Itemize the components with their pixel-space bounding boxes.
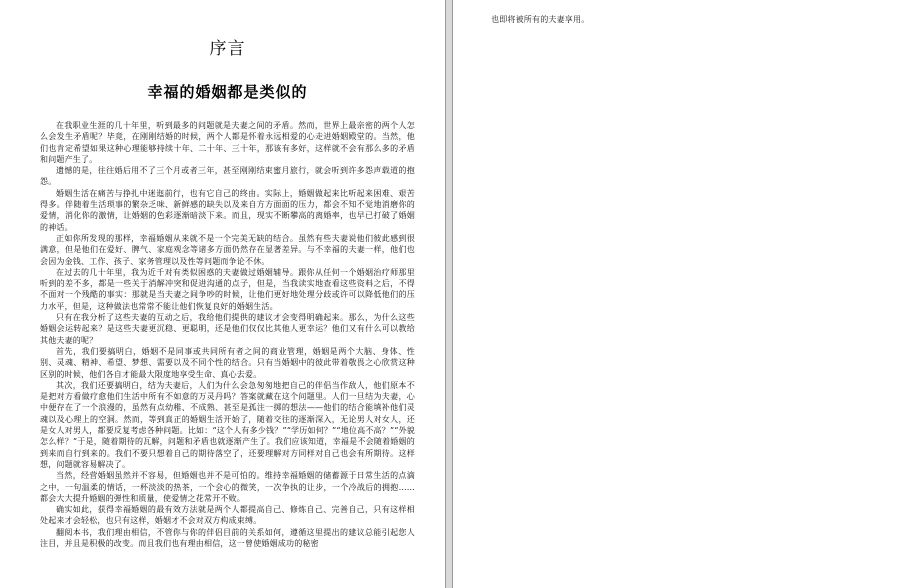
paragraph: 首先，我们要搞明白，婚姻不是同事或共同所有者之间的商业管理，婚姻是两个大脑、身体、性别、灵魂、精神、希望、梦想、需要以及不同个性的结合。只有当婚姻中的彼此带着敬畏之心欣赏这种区别的时候，他们各自才能最大限度地享受生命、真心去爱。 [40, 346, 415, 379]
paragraph: 在我职业生涯的几十年里，听到最多的问题就是夫妻之间的矛盾。然而，世界上最亲密的两个人怎么会发生矛盾呢？毕竟，在刚刚结婚的时候，两个人都是怀着永远相爱的心走进婚姻殿堂的。当然，他们也肯定希望如果这种心理能够持续十年、二十年、三十年，那该有多好，这样就不会有那么多的矛盾和问题产生了。 [40, 121, 415, 164]
paragraph: 在过去的几十年里，我为近千对有类似困惑的夫妻做过婚姻辅导。跟你从任何一个婚姻治疗师那里听到的差不多，都是一些关于消解冲突和促进沟通的点子，但是，当我读实地查看这些资料之后，不得不面对一个残酷的事实：那就是当夫妻之间争吵的时候，让他们更好地处理分歧或许可以降低他们的压力水平，但是，这种做法也常常不能让他们恢复良好的婚姻生活。 [40, 267, 415, 311]
paragraph: 翻阅本书，我们理由相信，不管你与你的伴侣目前的关系如何，遵循这里提出的建议总能引起您人注目，并且是积极的改变。而且我们也有理由相信，这一曾使婚姻成功的秘密 [40, 527, 415, 548]
preface-title: 序言 [209, 39, 246, 59]
paragraph: 当然，经营婚姻虽然并不容易，但婚姻也并不是可怕的。维持幸福婚姻的储蓄源于日常生活的点滴之中，一句温柔的情话，一杯淡淡的热茶，一个会心的微笑，一次争执的让步，一个冷战后的拥抱……都会大大提升婚姻的弹性和质量，使爱情之花常开不败。 [40, 471, 415, 503]
paragraph: 正如你所发现的那样，幸福婚姻从来就不是一个完美无缺的结合。虽然有些夫妻说他们彼此感到很满意，但是他们在爱好、脾气、家庭观念等诸多方面仍然存在显著差异。与不幸福的夫妻一样，他们也会因为金钱、工作、孩子、家务管理以及性等问题而争论不休。 [40, 233, 415, 266]
paragraph: 婚姻生活在痛苦与挣扎中迷迤前行，也有它自己的终由。实际上，婚姻做起来比听起来困难、艰苦得多。伴随着生活琐事的繁杂乏味、新鲜感的缺失以及来自方方面面的压力，都会不知不觉地消磨你的爱情，消化你的激情，让婚姻的色彩逐渐暗淡下来。而且，现实不断攀高的离婚率，也早已打破了婚姻的神话。 [40, 188, 415, 232]
left-page [0, 0, 445, 588]
continuation-text: 也即将被所有的夫妻享用。 [491, 15, 590, 24]
right-page [453, 0, 899, 588]
paragraph: 遗憾的是，往往婚后用不了三个月或者三年，甚至刚刚结束蜜月旅行，就会听到许多怨声载道的抱怨。 [40, 166, 415, 187]
paragraph: 确实如此，获得幸福婚姻的最有效方法就是两个人都提高自己、修炼自己、完善自己，只有这样相处起来才会轻松，也只有这样，婚姻才不会对双方构成束缚。 [40, 505, 415, 526]
body-text [40, 120, 415, 549]
paragraph: 其次，我们还要搞明白，结为夫妻后，人们为什么会急匆匆地把自己的伴侣当作敌人，他们原本不是把对方看做疗愈他们生活中所有不如意的万灵丹吗？答案就藏在这个问题里。人们一旦结为夫妻，心中便存在了一个浪漫的，虽然有点幼稚、不成熟、甚至是孤注一掷的想法——他们的结合能填补他们灵魂以及心理上的空洞。然而，等到真正的婚姻生活开始了，随着交往的逐渐深入，无论男人对女人，还是女人对男人，都要反复考虑各种问题。比如：“这个人有多少钱？”“学历如何？”“地位高不高？”“外貌怎么样？”于是，随着期待的瓦解，问题和矛盾也就逐渐产生了。我们应该知道，幸福是不会随着婚姻的到来而自行到来的。我们不要只想着自己的期待落空了，还要理解对方同样对自己也会有所期待。这样想，问题就容易解决了。 [40, 380, 415, 469]
paragraph: 只有在我分析了这些夫妻的互动之后，我给他们提供的建议才会变得明确起来。那么，为什么这些婚姻会运转起来？是这些夫妻更沉稳、更聪明，还是他们仅仅比其他人更幸运？他们又有什么可以教给其他夫妻的呢？ [40, 313, 415, 345]
chapter-subtitle: 幸福的婚姻都是类似的 [147, 83, 308, 101]
page-divider [445, 0, 453, 588]
